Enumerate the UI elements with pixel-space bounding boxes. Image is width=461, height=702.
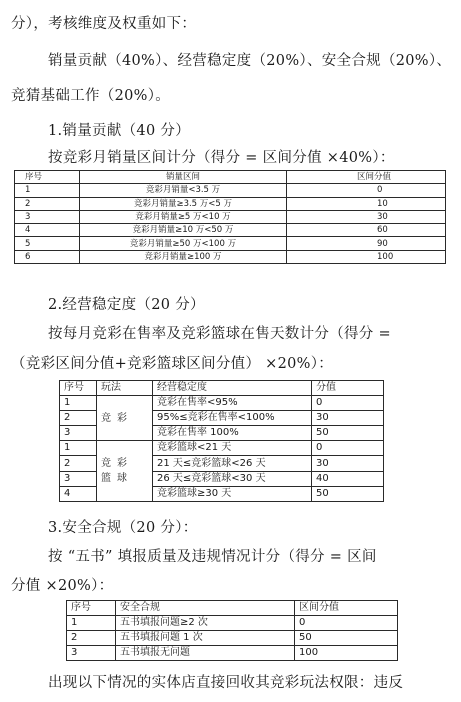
paragraph-line: 按竞彩月销量区间计分（得分 = 区间分值 ×40%）： [48,150,395,166]
paragraph-line: 分），考核维度及权重如下： [11,16,197,32]
table-header-cell: 序号 [15,171,80,184]
table-cell: 2 [60,456,97,471]
table-header-cell: 安全合规 [116,601,295,616]
section-heading: 3.安全合规（20 分）： [48,520,198,536]
table-cell: 60 [287,224,446,237]
paragraph-line: 竞猜基础工作（20%）。 [11,88,171,104]
table-cell: 4 [15,224,80,237]
table-header-cell: 序号 [67,601,116,616]
paragraph-line: 销量贡献（40%）、经营稳定度（20%）、安全合规（20%）、 [48,53,452,69]
table-header-cell: 玩法 [97,381,153,396]
table-cell: 竞彩月销量≥3.5 万<5 万 [80,197,287,210]
table-row [67,631,398,646]
table-cell: 40 [312,471,384,486]
table-cell: 3 [67,646,116,661]
table-cell: 2 [60,411,97,426]
table-header-row [15,171,446,184]
table-cell: 1 [15,184,80,197]
table-cell: 30 [312,456,384,471]
table-cell: 1 [60,396,97,411]
table-cell: 90 [287,237,446,250]
table-header-cell: 区间分值 [287,171,446,184]
table-cell: 4 [60,486,97,501]
paragraph-line: 按 “五书” 填报质量及违规情况计分（得分 = 区间 [48,549,377,565]
table-cell: 3 [60,426,97,441]
table-cell: 95%≤竞彩在售率<100% [153,411,312,426]
table-cell: 26 天≤竞彩篮球<30 天 [153,471,312,486]
sales-score-table [14,170,446,264]
table-cell: 100 [287,250,446,263]
table-cell: 0 [295,616,398,631]
compliance-score-table [66,600,398,661]
table-header-row [60,381,384,396]
table-cell: 竞彩篮球<21 天 [153,441,312,456]
table-cell: 竞彩月销量≥100 万 [80,250,287,263]
table-cell: 五书填报无问题 [116,646,295,661]
table-cell: 50 [312,486,384,501]
table-cell: 10 [287,197,446,210]
paragraph-line: （竞彩区间分值+竞彩篮球区间分值） ×20%）： [11,356,334,372]
table-row [15,210,446,223]
table-row [15,224,446,237]
table-row [15,250,446,263]
play-type-cell: 竞彩篮球 [97,441,153,501]
table-cell: 竞彩月销量<3.5 万 [80,184,287,197]
play-type-cell: 竞彩 [97,396,153,441]
table-cell: 3 [15,210,80,223]
table-header-cell: 区间分值 [295,601,398,616]
table-cell: 竞彩在售率 100% [153,426,312,441]
table-cell: 21 天≤竞彩篮球<26 天 [153,456,312,471]
table-cell: 0 [287,184,446,197]
paragraph-line: 按每月竞彩在售率及竞彩篮球在售天数计分（得分 = [48,326,391,342]
paragraph-line: 分值 ×20%）： [11,578,114,594]
table-cell: 0 [312,396,384,411]
table-row [15,184,446,197]
table-header-cell: 销量区间 [80,171,287,184]
table-cell: 竞彩月销量≥10 万<50 万 [80,224,287,237]
table-row [67,646,398,661]
table-cell: 1 [67,616,116,631]
table-cell: 五书填报问题≥2 次 [116,616,295,631]
table-row [60,441,384,456]
table-row [60,396,384,411]
section-heading: 2.经营稳定度（20 分） [48,297,205,313]
table-cell: 100 [295,646,398,661]
table-cell: 竞彩篮球≥30 天 [153,486,312,501]
table-cell: 3 [60,471,97,486]
table-header-cell: 经营稳定度 [153,381,312,396]
table-cell: 0 [312,441,384,456]
table-row [15,197,446,210]
table-row [15,237,446,250]
table-cell: 50 [312,426,384,441]
table-cell: 竞彩月销量≥5 万<10 万 [80,210,287,223]
table-row [67,616,398,631]
table-cell: 5 [15,237,80,250]
table-cell: 2 [67,631,116,646]
table-header-row [67,601,398,616]
table-cell: 竞彩在售率<95% [153,396,312,411]
table-cell: 30 [287,210,446,223]
table-cell: 1 [60,441,97,456]
table-cell: 竞彩月销量≥50 万<100 万 [80,237,287,250]
stability-score-table [59,380,384,502]
paragraph-line: 出现以下情况的实体店直接回收其竞彩玩法权限：违反 [48,675,404,691]
table-cell: 30 [312,411,384,426]
table-cell: 50 [295,631,398,646]
section-heading: 1.销量贡献（40 分） [48,123,190,139]
table-cell: 6 [15,250,80,263]
table-cell: 2 [15,197,80,210]
table-header-cell: 序号 [60,381,97,396]
table-header-cell: 分值 [312,381,384,396]
table-cell: 五书填报问题 1 次 [116,631,295,646]
